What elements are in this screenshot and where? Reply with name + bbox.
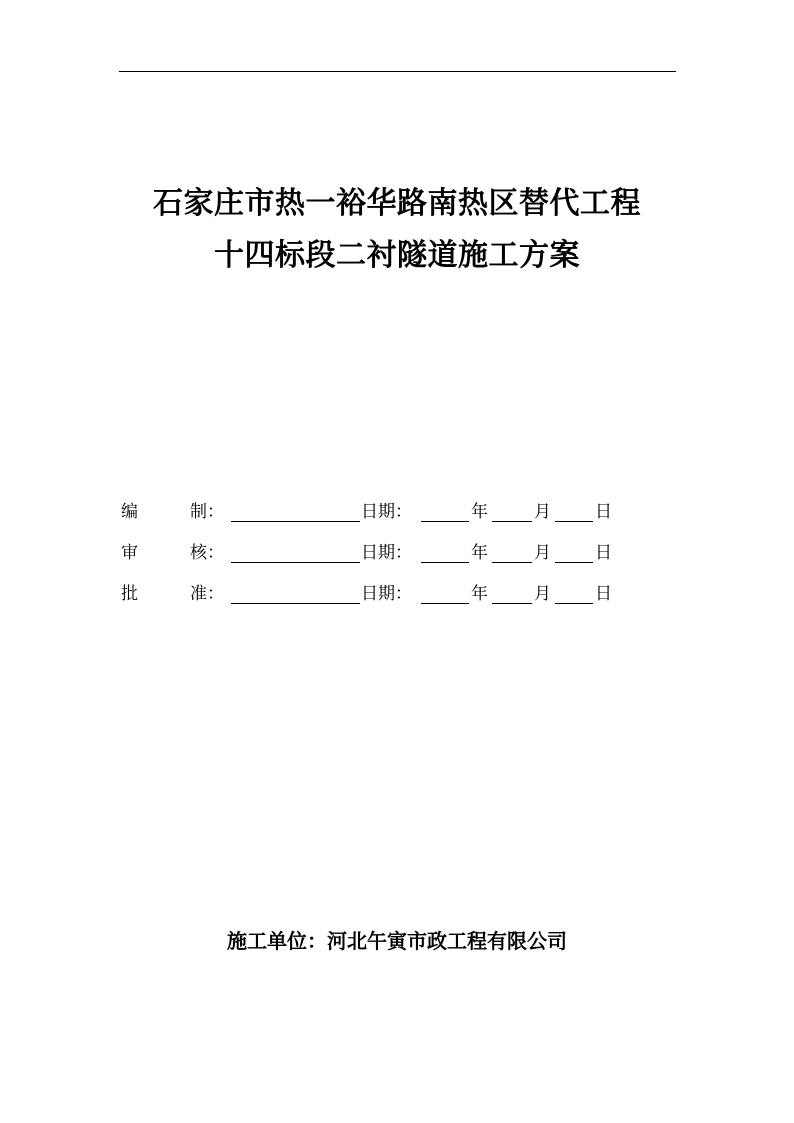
year-label: 年 [471, 502, 488, 522]
role-label-char2: 制： [190, 502, 224, 522]
document-title [0, 178, 794, 282]
signature-blank [231, 582, 360, 604]
day-blank [555, 500, 593, 522]
year-blank [421, 500, 469, 522]
signature-blank [231, 500, 360, 522]
month-blank [492, 582, 532, 604]
day-label: 日 [595, 543, 612, 563]
month-label: 月 [534, 502, 551, 522]
signoff-row-approved [121, 582, 641, 623]
signoff-row-compiled [121, 500, 641, 541]
year-label: 年 [471, 543, 488, 563]
signature-blank [231, 541, 360, 563]
role-label-char2: 准： [190, 584, 224, 604]
year-label: 年 [471, 584, 488, 604]
day-blank [555, 582, 593, 604]
date-label: 日期： [361, 584, 412, 604]
year-blank [421, 582, 469, 604]
signoff-row-reviewed [121, 541, 641, 582]
month-label: 月 [534, 543, 551, 563]
month-blank [492, 500, 532, 522]
day-label: 日 [595, 584, 612, 604]
construction-unit: 施工单位：河北午寅市政工程有限公司 [227, 929, 567, 953]
day-label: 日 [595, 502, 612, 522]
title-line-1: 石家庄市热一裕华路南热区替代工程 [153, 186, 641, 221]
title-line-2: 十四标段二衬隧道施工方案 [214, 238, 580, 273]
header-rule [119, 71, 676, 72]
role-label-char2: 核： [190, 543, 224, 563]
role-label-char1: 审 [121, 543, 138, 563]
role-label-char1: 批 [121, 584, 138, 604]
date-label: 日期： [361, 543, 412, 563]
day-blank [555, 541, 593, 563]
month-blank [492, 541, 532, 563]
month-label: 月 [534, 584, 551, 604]
role-label-char1: 编 [121, 502, 138, 522]
year-blank [421, 541, 469, 563]
date-label: 日期： [361, 502, 412, 522]
signoff-block [121, 500, 641, 623]
